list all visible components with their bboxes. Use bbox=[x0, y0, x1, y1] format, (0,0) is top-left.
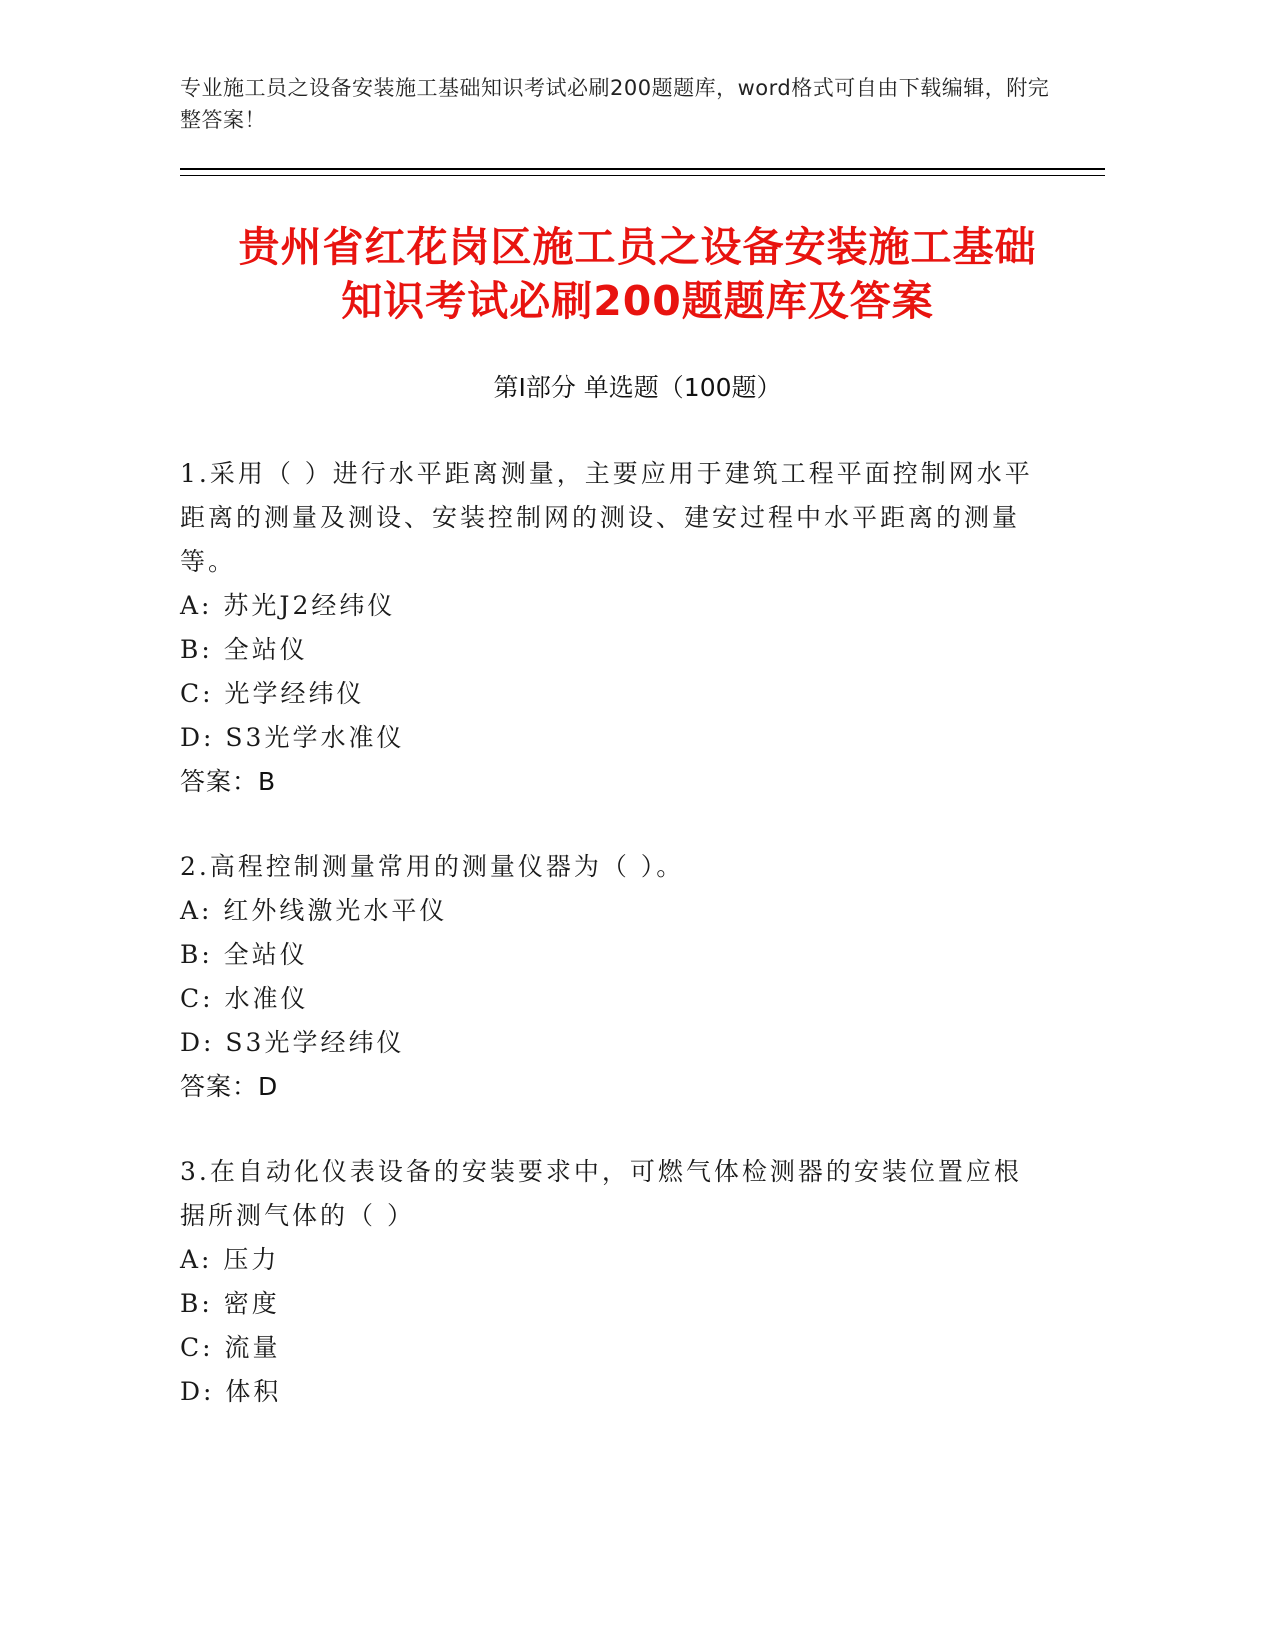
option-c: C: 光学经纬仪 bbox=[180, 679, 365, 708]
document-title bbox=[150, 220, 1125, 328]
question-stem: 1.采用（ ）进行水平距离测量，主要应用于建筑工程平面控制网水平距离的测量及测设、安装控制网的测设、建安过程中水平距离的测量等。 bbox=[180, 459, 1033, 576]
option-b: B: 全站仪 bbox=[180, 940, 308, 969]
question-1 bbox=[180, 452, 1040, 804]
option-d: D: 体积 bbox=[180, 1377, 282, 1406]
title-line-1: 贵州省红花岗区施工员之设备安装施工基础 bbox=[238, 223, 1037, 271]
option-a: A: 压力 bbox=[180, 1245, 280, 1274]
question-2 bbox=[180, 845, 1040, 1109]
header-note: 专业施工员之设备安装施工基础知识考试必刷200题题库，word格式可自由下载编辑，附完整答案！ bbox=[180, 76, 1050, 132]
option-d: D: S3光学经纬仪 bbox=[180, 1028, 405, 1057]
option-b: B: 密度 bbox=[180, 1289, 280, 1318]
question-3 bbox=[180, 1150, 1040, 1414]
section-heading: 第I部分 单选题（100题） bbox=[493, 373, 782, 402]
question-stem: 3.在自动化仪表设备的安装要求中，可燃气体检测器的安装位置应根据所测气体的（ ） bbox=[180, 1157, 1022, 1230]
question-stem: 2.高程控制测量常用的测量仪器为（ ）。 bbox=[180, 852, 685, 881]
option-a: A: 红外线激光水平仪 bbox=[180, 896, 448, 925]
header-divider-thick bbox=[180, 168, 1105, 170]
answer: 答案：D bbox=[180, 1072, 279, 1101]
header-divider-thin bbox=[180, 175, 1105, 176]
option-d: D: S3光学水准仪 bbox=[180, 723, 405, 752]
answer: 答案：B bbox=[180, 767, 277, 796]
option-a: A: 苏光J2经纬仪 bbox=[180, 591, 396, 620]
option-c: C: 水准仪 bbox=[180, 984, 309, 1013]
option-c: C: 流量 bbox=[180, 1333, 281, 1362]
option-b: B: 全站仪 bbox=[180, 635, 308, 664]
title-line-2: 知识考试必刷200题题库及答案 bbox=[341, 277, 934, 325]
